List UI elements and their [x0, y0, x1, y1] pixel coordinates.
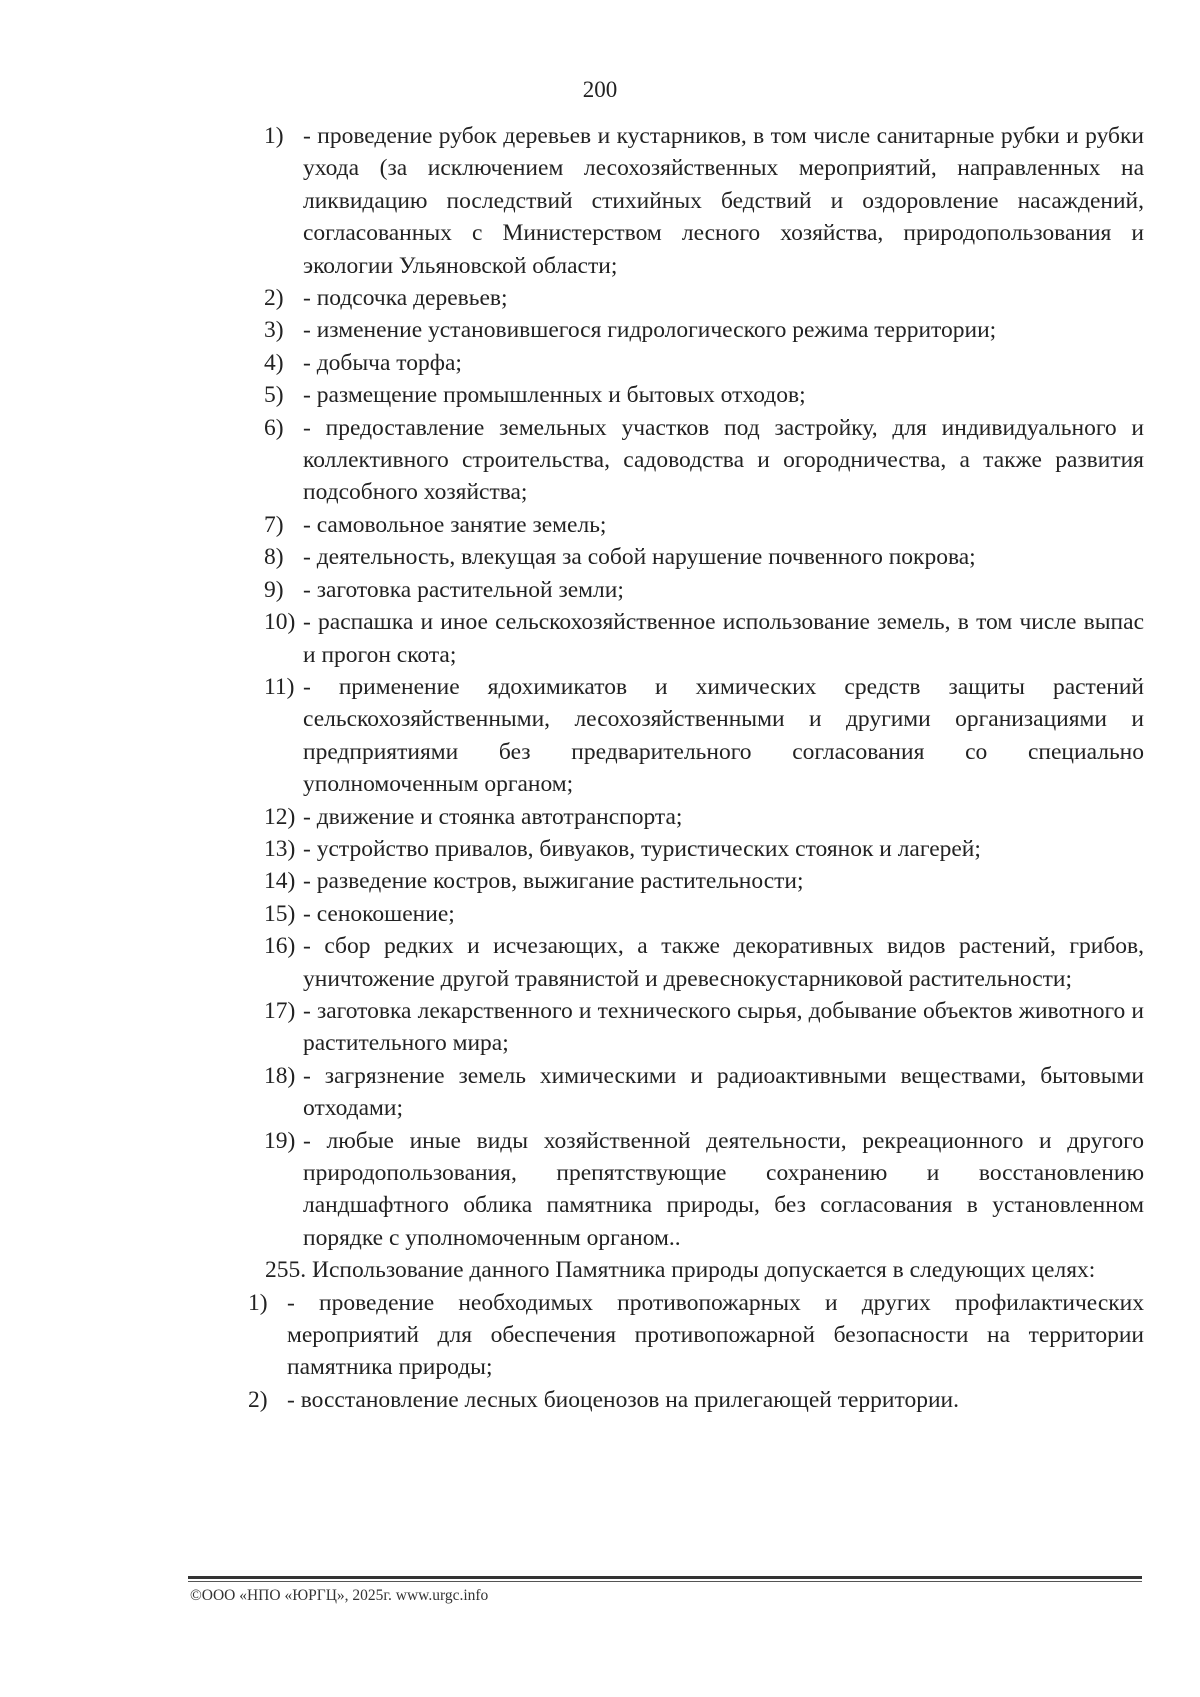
list-item-text: - распашка и иное сельскохозяйственное использование земель, в том числе выпас и прогон скота;: [303, 609, 1144, 668]
page-number: 200: [582, 77, 618, 102]
list-item-text: - размещение промышленных и бытовых отходов;: [303, 382, 806, 409]
list-item: [192, 833, 1144, 865]
list-item-number: 18): [264, 1062, 296, 1089]
list-item-number: 2): [248, 1386, 268, 1413]
footer-divider: [188, 1576, 1142, 1579]
list-item: [192, 282, 1144, 314]
list-item: [192, 930, 1144, 995]
list-item-number: 11): [264, 673, 295, 700]
list-item-text: - проведение рубок деревьев и кустарников, в том числе санитарные рубки и рубки ухода (за исключением лесохозяйственных мероприятий, направленных на ликвидацию последствий стихийных бедствий и оздоровление насаждений, согласованных с Министерством лесного хозяйства, природопользования и экологии Ульяновской области;: [303, 123, 1144, 279]
list-item-text: - добыча торфа;: [303, 349, 462, 376]
list-item-number: 13): [264, 835, 296, 862]
list-item: [192, 314, 1144, 346]
list-item-number: 19): [264, 1127, 296, 1154]
list-item: [192, 865, 1144, 897]
list-item-number: 17): [264, 997, 296, 1024]
list-item-number: 5): [264, 382, 284, 409]
list-item: [192, 1287, 1144, 1384]
list-item-number: 1): [264, 123, 284, 149]
prohibited-activities-list: [192, 120, 1144, 1254]
list-item-number: 9): [264, 576, 284, 603]
list-item: [192, 379, 1144, 411]
list-item-number: 6): [264, 414, 284, 441]
list-item-text: - загрязнение земель химическими и радиоактивными веществами, бытовыми отходами;: [303, 1062, 1144, 1122]
list-item-text: - восстановление лесных биоценозов на прилегающей территории.: [287, 1386, 959, 1413]
list-item: [192, 898, 1144, 930]
list-item-number: 2): [264, 285, 284, 312]
list-item-text: - подсочка деревьев;: [303, 285, 508, 312]
list-item-number: 15): [264, 900, 296, 927]
list-item-text: - заготовка растительной земли;: [303, 576, 624, 603]
list-item: [192, 541, 1144, 573]
list-item-number: 14): [264, 868, 296, 895]
list-item: [192, 509, 1144, 541]
permitted-uses-list: [192, 1287, 1144, 1417]
list-item: [192, 1060, 1144, 1125]
list-item-text: - изменение установившегося гидрологического режима территории;: [303, 317, 997, 344]
list-item-number: 3): [264, 317, 284, 344]
list-item-number: 16): [264, 933, 296, 960]
list-item: [192, 412, 1144, 509]
list-item: [192, 574, 1144, 606]
list-item-number: 8): [264, 544, 284, 571]
paragraph-255: 255. Использование данного Памятника природы допускается в следующих целях:: [265, 1257, 1096, 1284]
list-item-text: - устройство привалов, бивуаков, туристических стоянок и лагерей;: [303, 835, 981, 862]
list-item-text: - применение ядохимикатов и химических средств защиты растений сельскохозяйственными, лесохозяйственными и другими организациями и предприятиями без предварительного согласования со специально уполномоченным органом;: [303, 673, 1144, 798]
list-item: [192, 801, 1144, 833]
list-item: [192, 1384, 1144, 1416]
list-item-text: - движение и стоянка автотранспорта;: [303, 803, 683, 830]
list-item-text: - деятельность, влекущая за собой нарушение почвенного покрова;: [303, 544, 976, 571]
list-item-text: - заготовка лекарственного и технического сырья, добывание объектов животного и растительного мира;: [303, 997, 1144, 1057]
footer-copyright: ©ООО «НПО «ЮРГЦ», 2025г. www.urgc.info: [190, 1587, 489, 1604]
list-item-text: - сбор редких и исчезающих, а также декоративных видов растений, грибов, уничтожение другой травянистой и древеснокустарниковой растительности;: [303, 933, 1144, 992]
list-item-number: 7): [264, 511, 284, 538]
list-item-number: 10): [264, 609, 296, 636]
list-item-number: 12): [264, 803, 296, 830]
list-item: [192, 1125, 1144, 1255]
list-item-text: - разведение костров, выжигание растительности;: [303, 868, 804, 895]
document-body: [192, 120, 1144, 1416]
list-item-number: 4): [264, 349, 284, 376]
list-item: [192, 606, 1144, 671]
list-item-text: - самовольное занятие земель;: [303, 511, 607, 538]
list-item-text: - любые иные виды хозяйственной деятельности, рекреационного и другого природопользования, препятствующие сохранению и восстановлению ландшафтного облика памятника природы, без согласования в установленном порядке с уполномоченным органом..: [303, 1127, 1144, 1251]
list-item-text: - проведение необходимых противопожарных и других профилактических мероприятий для обеспечения противопожарной безопасности на территории памятника природы;: [287, 1289, 1144, 1381]
list-item-text: - предоставление земельных участков под застройку, для индивидуального и коллективного строительства, садоводства и огородничества, а также развития подсобного хозяйства;: [303, 414, 1144, 506]
list-item: [192, 671, 1144, 801]
list-item: [192, 347, 1144, 379]
list-item-number: 1): [248, 1289, 268, 1316]
list-item: [192, 120, 1144, 282]
footer-divider-thin: [188, 1581, 1142, 1582]
list-item: [192, 995, 1144, 1060]
list-item-text: - сенокошение;: [303, 900, 455, 927]
